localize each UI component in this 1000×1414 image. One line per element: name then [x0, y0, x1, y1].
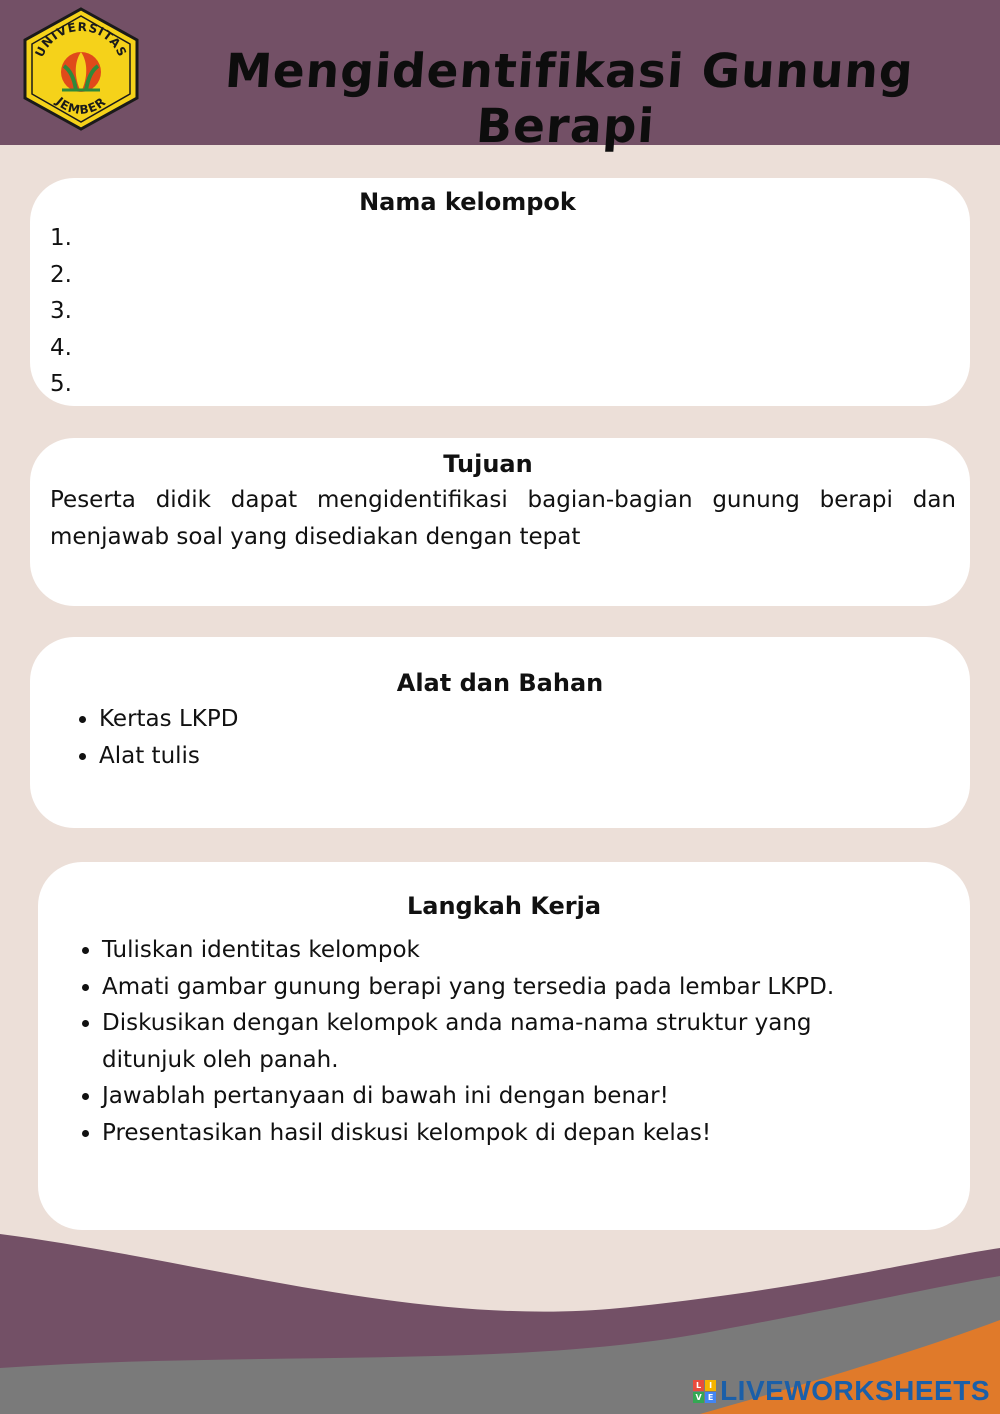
liveworksheets-logo-icon [693, 1380, 716, 1403]
header-banner [0, 0, 1000, 154]
group-member-list [50, 220, 950, 403]
materials-list [50, 701, 950, 775]
list-item: • Jawablah pertanyaan di bawah ini dengan benar! [102, 1078, 910, 1115]
steps-list [58, 932, 910, 1151]
list-item: • Amati gambar gunung berapi yang tersedia pada lembar LKPD. [102, 969, 910, 1006]
group-member-slot[interactable]: 4. [50, 334, 72, 361]
group-name-card [30, 178, 970, 406]
objective-text: Peserta didik dapat mengidentifikasi bagian-bagian gunung berapi dan menjawab soal yang disediakan dengan tepat [50, 487, 956, 550]
group-member-slot[interactable]: 3. [50, 298, 72, 324]
objective-heading: Tujuan [443, 450, 533, 478]
logo-letter: L [693, 1380, 704, 1391]
group-member-slot[interactable]: 2. [50, 261, 72, 288]
university-logo [18, 6, 144, 132]
list-item: • Tuliskan identitas kelompok [102, 932, 910, 969]
watermark-text: LIVEWORKSHEETS [720, 1375, 990, 1406]
list-item: • Diskusikan dengan kelompok anda nama-nama struktur yang ditunjuk oleh panah. [102, 1005, 910, 1078]
list-item: • Alat tulis [99, 738, 950, 775]
logo-letter: V [693, 1392, 704, 1403]
logo-bottom-text: JEMBER [53, 94, 109, 118]
steps-heading: Langkah Kerja [406, 892, 602, 920]
liveworksheets-watermark [693, 1376, 990, 1406]
list-item: • Kertas LKPD [99, 701, 950, 738]
objective-card [30, 438, 970, 606]
group-member-slot[interactable]: 5. [50, 371, 72, 397]
logo-top-text: UNIVERSITAS [32, 19, 130, 60]
list-item: • Presentasikan hasil diskusi kelompok di depan kelas! [102, 1115, 910, 1152]
page-title: Mengidentifikasi Gunung Berapi [223, 44, 916, 154]
group-member-slot[interactable]: 1. [50, 225, 72, 251]
logo-letter: E [705, 1392, 716, 1403]
group-name-heading: Nama kelompok [359, 188, 576, 216]
materials-card [30, 637, 970, 828]
steps-card [38, 862, 970, 1230]
materials-heading: Alat dan Bahan [396, 669, 604, 697]
logo-letter: I [705, 1380, 716, 1391]
